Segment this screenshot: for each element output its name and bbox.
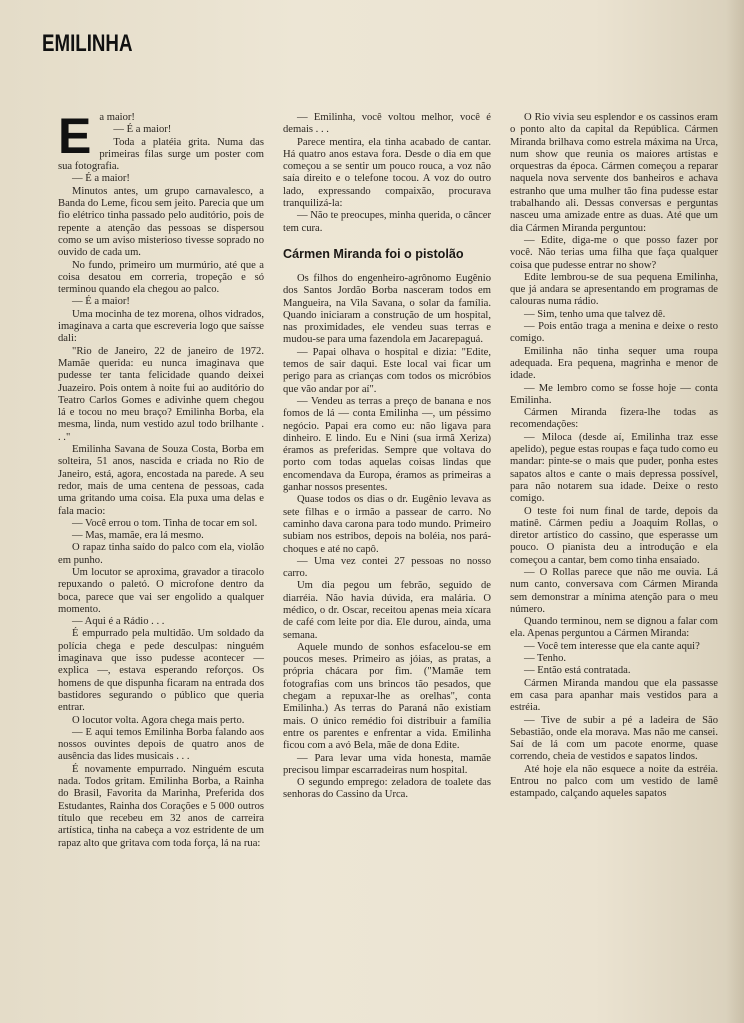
paragraph: Quando terminou, nem se dignou a falar com ela. Apenas perguntou a Cármen Miranda: [510, 616, 718, 640]
paragraph: — E aqui temos Emilinha Borba falando aos nossos ouvintes depois de quatro anos de ausência das lides musicais . . . [58, 726, 264, 763]
drop-cap: E [58, 108, 92, 164]
column-1 [58, 108, 264, 850]
paragraph: — É a maior! [113, 124, 172, 136]
paragraph: — Edite, diga-me o que posso fazer por você. Não terias uma filha que faça qualquer coisa que pudesse entrar no show? [510, 234, 718, 271]
paragraph: — Uma vez contei 27 pessoas no nosso carro. [283, 555, 491, 580]
paragraph: Uma mocinha de tez morena, olhos vidrados, imaginava a carta que escreveria logo que saísse dali: [58, 308, 264, 345]
column-2-intro [283, 112, 491, 235]
paragraph: Parece mentira, ela tinha acabado de cantar. Há quatro anos estava fora. Desde o dia em que começou a se sentir um pouco rouca, a voz não saía direito e o telefone tocou. A voz do outro lado, expressando compaixão, procurava tranquilizá-la: [283, 136, 491, 210]
paragraph: — Aqui é a Rádio . . . [72, 616, 165, 628]
paragraph: Aquele mundo de sonhos esfacelou-se em poucos meses. Primeiro as jóias, as pratas, a própria chácara por fim. ("Mamãe tem fotografias com uns brincos tão pesados, que chegam a repuxar-lhe as orelhas", conta Emilinha.) As terras do Paraná não existiam mais. O único remédio foi distribuir a família entre os parentes e enfrentar a vida. Emilinha ficou com a avó Bela, mãe de dona Edite. [283, 641, 491, 752]
paragraph: O segundo emprego: zeladora de toalete das senhoras do Cassino da Urca. [283, 777, 491, 801]
paragraph: — Emilinha, você voltou melhor, você é demais . . . [283, 112, 491, 136]
paragraph: O teste foi num final de tarde, depois da matinê. Cármen pediu a Joaquim Rollas, o diretor artístico do cassino, que esperasse um pouco. O pianista deu a introdução e ela começou a cantar, bem como tinha ensaiado. [510, 505, 718, 566]
paragraph: O Rio vivia seu esplendor e os cassinos eram o ponto alto da capital da República. Cármen Miranda brilhava como estrela máxima na Urca, num show que reunia os maiores artistas e orquestras da época. Cármen começou a reparar naquela nova servente dos banheiros e achava estranho que uma mulher tão fina pudesse estar trabalhando ali. Dessas conversas e perguntas nasceu uma amizade entre as duas. Até que um dia Cármen Miranda perguntou: [510, 112, 718, 234]
paragraph: — Papai olhava o hospital e dizia: "Edite, temos de sair daqui. Este local vai ficar um perigo para as crianças com todos os micróbios que vão andar por aí". [283, 346, 491, 395]
paragraph: O rapaz tinha saído do palco com ela, violão em punho. [58, 542, 264, 566]
paragraph: É novamente empurrado. Ninguém escuta nada. Todos gritam. Emilinha Borba, a Rainha do Brasil, Favorita da Marinha, Preferida dos Estudantes, Rainha dos Corações e 5 000 outros título que recebeu em 32 anos de carreira artística, tinha na cabeça a voz estridente de um rapaz alto que gritava com toda força, lá na rua: [58, 763, 264, 849]
paragraph: Emilinha não tinha sequer uma roupa adequada. Era pequena, magrinha e menor de idade. [510, 345, 718, 382]
paragraph: — Pois então traga a menina e deixe o resto comigo. [510, 321, 718, 345]
column-2 [283, 112, 491, 802]
paragraph: — O Rollas parece que não me ouvia. Lá num canto, conversava com Cármen Miranda sem demonstrar a mínima atenção para o meu número. [510, 566, 718, 615]
paragraph: a maior! [99, 112, 135, 123]
paragraph: — Vendeu as terras a preço de banana e nos fomos de lá — conta Emilinha —, um péssimo negócio. Papai era como eu: não ligava para dinheiro. E lindo. Eu e Nini (sua irmã Xeriza) éramos as preferidas. Sempre que voltava do porto com todas aquelas coisas lindas que encomendava da Europa, éramos as primeiras a ganhar nossos presentes. [283, 395, 491, 494]
paragraph: Minutos antes, um grupo carnavalesco, a Banda do Leme, ficou sem jeito. Parecia que um fio elétrico tinha passado pelo auditório, pois de repente a atenção das pessoas se dispersou como se um aviso misterioso tivesse soprado no ouvido de cada um. [58, 185, 264, 259]
paragraph: — Você tem interesse que ela cante aqui? [524, 640, 700, 652]
paragraph: — Miloca (desde aí, Emilinha traz esse apelido), pegue estas roupas e faça tudo como eu mandar: pinte-se o mais que puder, ponha estes sapatos altos e cante o mais depressa possível, para não notarem sua idade. Deixe o resto comigo. [510, 431, 718, 505]
paragraph: Um dia pegou um febrão, seguido de diarréia. Não havia dúvida, era malária. O médico, o dr. Oscar, receitou apenas meia xícara de café com leite por dia. Ele durou, ainda, uma semana. [283, 580, 491, 641]
column-3 [510, 112, 718, 801]
paragraph: Um locutor se aproxima, gravador a tiracolo repuxando o paletó. O microfone dentro da boca, parece que vai ser engolido a qualquer momento. [58, 566, 264, 615]
paragraph: "Rio de Janeiro, 22 de janeiro de 1972. Mamãe querida: eu nunca imaginava que pudesse ter tanta felicidade quando deixei Juazeiro. Pois ontem à noite fui ao auditório do Teatro Carlos Gomes e adivinhe quem chegou lá e tocou no meu braço? Emilinha Borba, ela mesma, linda, num vestido azul todo brilhante . . ." [58, 345, 264, 443]
paragraph: — Então está contratada. [524, 665, 631, 677]
column-2-body [283, 273, 491, 802]
paragraph: — Não te preocupes, minha querida, o câncer tem cura. [283, 210, 491, 234]
page-title: EMILINHA [42, 30, 133, 57]
paragraph: Até hoje ela não esquece a noite da estréia. Entrou no palco com um vestido de lamê estampado, calçando aqueles sapatos [510, 763, 718, 800]
section-subhead: Cármen Miranda foi o pistolão [283, 246, 464, 261]
page-fold-shadow [726, 0, 744, 1023]
paragraph: Os filhos do engenheiro-agrônomo Eugênio dos Santos Jordão Borba nasceram todos em Mangueira, na Vila Savana, o solar da família. Quando iniciaram a construção de um hospital, nas proximidades, ele vendeu suas terras e mudou-se para uma fazendola em Jacarepaguá. [283, 272, 491, 346]
paragraph: Cármen Miranda fizera-lhe todas as recomendações: [510, 407, 718, 431]
paragraph: — Para levar uma vida honesta, mamãe precisou limpar escarradeiras num hospital. [283, 752, 491, 776]
paragraph: — Sim, tenho uma que talvez dê. [524, 308, 666, 320]
paragraph: O locutor volta. Agora chega mais perto. [72, 714, 245, 726]
paragraph: — É a maior! [72, 173, 130, 185]
paragraph: Emilinha Savana de Souza Costa, Borba em solteira, 51 anos, nascida e criada no Rio de Janeiro, está, agora, encostada na parede. A seu redor, mais de uma centena de pessoas, cada uma gritando uma coisa. Ela puxa uma delas e fala macio: [58, 444, 264, 517]
paragraph: É empurrado pela multidão. Um soldado da polícia chega e pede desculpas: ninguém imaginava que isso pudesse acontecer — explica —, estava esperando reforços. Os homens de que dispunha ficaram na entrada dos bastidores segurando o público que queria entrar. [58, 628, 264, 714]
paragraph: — Tenho. [524, 653, 567, 665]
paragraph: No fundo, primeiro um murmúrio, até que a coisa desatou em correria, tropeção e só terminou quando ela chegou ao palco. [58, 259, 264, 296]
paragraph: Cármen Miranda mandou que ela passasse em casa para apanhar mais vestidos para a estréia. [510, 677, 718, 714]
paragraph: — Tive de subir a pé a ladeira de São Sebastião, onde ela morava. Mas não me cansei. Saí de lá com um pacote enorme, quase correndo, cheia de vestidos e sapatos lindos. [510, 714, 718, 763]
paragraph: — Me lembro como se fosse hoje — conta Emilinha. [510, 382, 718, 406]
paragraph: Edite lembrou-se de sua pequena Emilinha, que já andara se apresentando em programas de calouras numa rádio. [510, 271, 718, 308]
paragraph: — Você errou o tom. Tinha de tocar em sol. [72, 517, 258, 529]
paragraph: — Mas, mamãe, era lá mesmo. [72, 530, 204, 542]
paragraph: Toda a platéia grita. Numa das primeiras filas surge um poster com sua fotografia. [58, 136, 264, 173]
paragraph: Quase todos os dias o dr. Eugênio levava as sete filhas e o irmão a passear de carro. No caminho dava carona para todo mundo. Primeiro subiam nos estribos, depois na boléia, nos pará-choques e até no capô. [283, 494, 491, 555]
paragraph: — É a maior! [72, 296, 130, 308]
